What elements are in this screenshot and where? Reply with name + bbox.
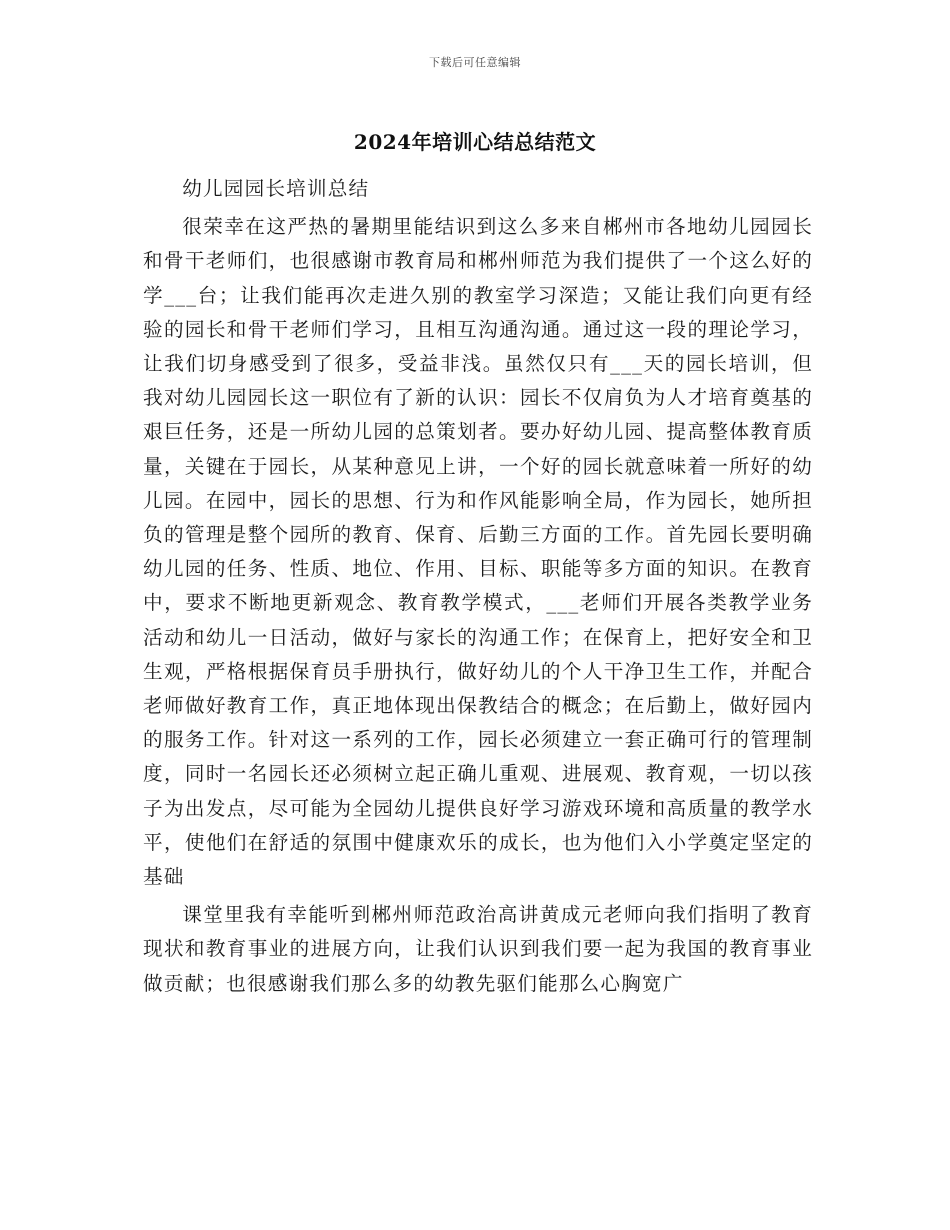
header-note: 下载后可任意编辑 <box>429 56 521 69</box>
paragraph: 课堂里我有幸能听到郴州师范政治高讲黄成元老师向我们指明了教育现状和教育事业的进展方向，让我们认识到我们要一起为我国的教育事业做贡献；也很感谢我们那么多的幼教先驱们能那么心胸宽广 <box>143 903 813 995</box>
paragraph: 很荣幸在这严热的暑期里能结识到这么多来自郴州市各地幼儿园园长和骨干老师们，也很感谢市教育局和郴州师范为我们提供了一个这么好的学___台；让我们能再次走进久别的教室学习深造；又能让我们向更有经验的园长和骨干老师们学习，且相互沟通沟通。通过这一段的理论学习，让我们切身感受到了很多，受益非浅。虽然仅只有___天的园长培训，但我对幼儿园园长这一职位有了新的认识：园长不仅肩负为人才培育奠基的艰巨任务，还是一所幼儿园的总策划者。要办好幼儿园、提高整体教育质量，关键在于园长，从某种意见上讲，一个好的园长就意味着一所好的幼儿园。在园中，园长的思想、行为和作风能影响全局，作为园长，她所担负的管理是整个园所的教育、保育、后勤三方面的工作。首先园长要明确幼儿园的任务、性质、地位、作用、目标、职能等多方面的知识。在教育中，要求不断地更新观念、教育教学模式，___老师们开展各类教学业务活动和幼儿一日活动，做好与家长的沟通工作；在保育上，把好安全和卫生观，严格根据保育员手册执行，做好幼儿的个人干净卫生工作，并配合老师做好教育工作，真正地体现出保教结合的概念；在后勤上，做好园内的服务工作。针对这一系列的工作，园长必须建立一套正确可行的管理制度，同时一名园长还必须树立起正确儿重观、进展观、教育观，一切以孩子为出发点，尽可能为全园幼儿提供良好学习游戏环境和高质量的教学水平，使他们在舒适的氛围中健康欢乐的成长，也为他们入小学奠定坚定的基础 <box>143 215 813 889</box>
document-title: 2024年培训心结总结范文 <box>353 130 597 154</box>
document-body <box>143 172 813 1001</box>
document-subtitle: 幼儿园园长培训总结 <box>182 177 370 200</box>
